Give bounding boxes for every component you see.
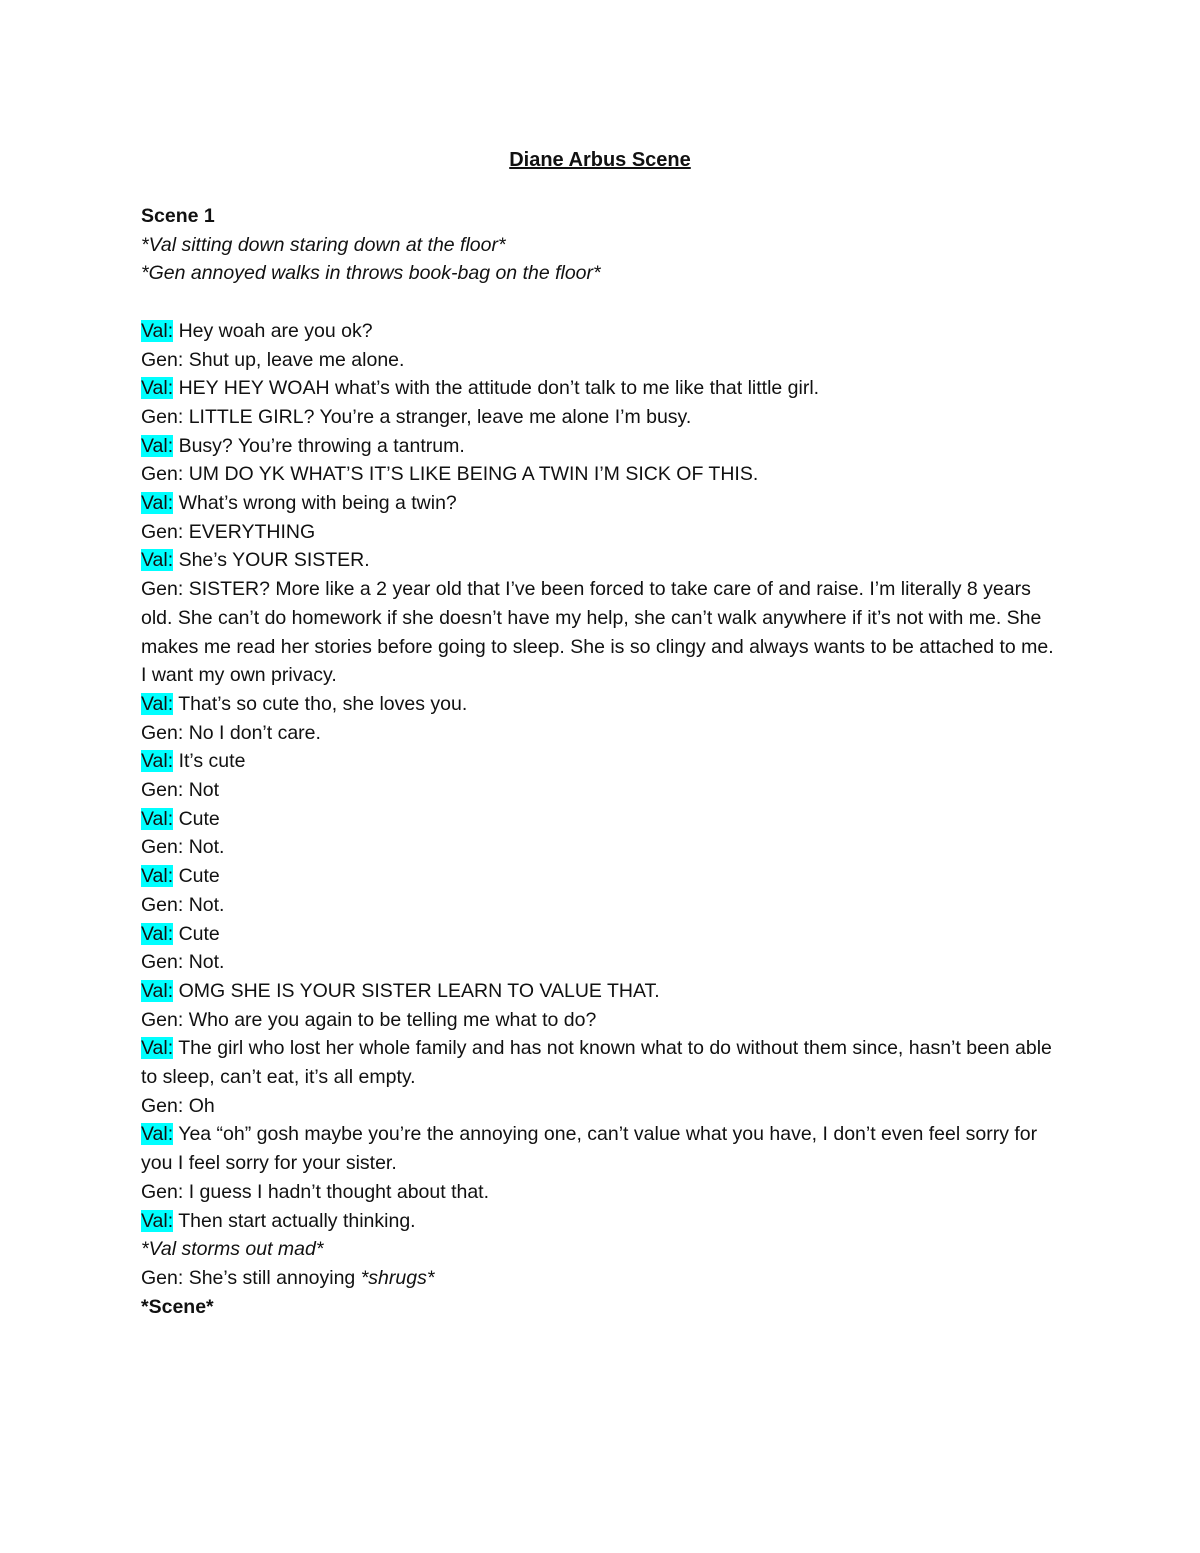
stage-direction: *Gen annoyed walks in throws book-bag on the floor*	[141, 262, 601, 285]
dialogue-text: She’s still annoying	[183, 1267, 361, 1289]
dialogue-line	[141, 805, 1061, 834]
speaker-label: Val:	[141, 807, 174, 830]
dialogue-line	[141, 776, 1061, 805]
scene-heading: Scene 1	[141, 205, 215, 227]
dialogue-line	[141, 747, 1061, 776]
dialogue-line	[141, 833, 1061, 862]
dialogue-text: Who are you again to be telling me what to do?	[183, 1008, 597, 1031]
dialogue-list	[141, 317, 1061, 1236]
speaker-label: Gen:	[141, 1008, 184, 1031]
speaker-label: Val:	[141, 1123, 174, 1146]
speaker-label: Gen:	[141, 836, 184, 859]
dialogue-text: I guess I hadn’t thought about that.	[183, 1180, 490, 1203]
dialogue-text: HEY HEY WOAH what’s with the attitude don’t talk to me like that little girl.	[173, 377, 820, 400]
speaker-label: Val:	[141, 434, 174, 457]
dialogue-text: Not.	[183, 893, 225, 916]
dialogue-line	[141, 460, 1061, 489]
speaker-label: Val:	[141, 979, 174, 1002]
speaker-label: Gen:	[141, 1267, 184, 1289]
speaker-label: Val:	[141, 1037, 174, 1060]
dialogue-line	[141, 317, 1061, 346]
dialogue-text: EVERYTHING	[183, 520, 316, 543]
dialogue-line	[141, 432, 1061, 461]
scene-end-marker: *Scene*	[141, 1295, 214, 1318]
dialogue-line	[141, 1178, 1061, 1207]
dialogue-line	[141, 403, 1061, 432]
dialogue-text: Yea “oh” gosh maybe you’re the annoying one, can’t value what you have, I don’t even feel sorry for you I feel sorry for your sister.	[141, 1123, 1038, 1175]
speaker-label: Gen:	[141, 405, 184, 428]
dialogue-line	[141, 719, 1061, 748]
speaker-label: Gen:	[141, 779, 184, 802]
dialogue-text: No I don’t care.	[183, 721, 321, 744]
speaker-label: Val:	[141, 1209, 174, 1232]
speaker-label: Val:	[141, 692, 174, 715]
speaker-label: Val:	[141, 377, 174, 400]
dialogue-line	[141, 489, 1061, 518]
dialogue-text: LITTLE GIRL? You’re a stranger, leave me alone I’m busy.	[183, 405, 692, 428]
dialogue-text: What’s wrong with being a twin?	[173, 492, 457, 515]
dialogue-line	[141, 1264, 1061, 1293]
dialogue-text: That’s so cute tho, she loves you.	[173, 692, 468, 715]
dialogue-line	[141, 1034, 1061, 1091]
dialogue-line	[141, 575, 1061, 690]
dialogue-line	[141, 690, 1061, 719]
stage-aside: *shrugs*	[360, 1267, 435, 1289]
speaker-label: Val:	[141, 865, 174, 888]
dialogue-text: Not	[183, 779, 220, 802]
dialogue-line	[141, 1120, 1061, 1177]
speaker-label: Gen:	[141, 893, 184, 916]
speaker-label: Gen:	[141, 951, 184, 974]
speaker-label: Val:	[141, 319, 174, 342]
dialogue-line	[141, 862, 1061, 891]
speaker-label: Gen:	[141, 463, 184, 486]
stage-direction: *Val sitting down staring down at the floor*	[141, 233, 506, 256]
blank-line	[141, 288, 1061, 317]
dialogue-text: Hey woah are you ok?	[173, 319, 373, 342]
dialogue-text: She’s YOUR SISTER.	[173, 549, 370, 572]
speaker-label: Val:	[141, 549, 174, 572]
stage-direction-exit: *Val storms out mad*	[141, 1238, 324, 1261]
dialogue-text: The girl who lost her whole family and has not known what to do without them since, hasn’t been able to sleep, can’t eat, it’s all empty.	[141, 1037, 1052, 1089]
dialogue-text: Not.	[183, 951, 225, 974]
dialogue-text: UM DO YK WHAT’S IT’S LIKE BEING A TWIN I’M SICK OF THIS.	[183, 463, 759, 486]
speaker-label: Gen:	[141, 721, 184, 744]
dialogue-text: Then start actually thinking.	[173, 1209, 416, 1232]
dialogue-text: It’s cute	[173, 750, 246, 773]
dialogue-text: Busy? You’re throwing a tantrum.	[173, 434, 465, 457]
dialogue-text: Shut up, leave me alone.	[183, 348, 405, 371]
dialogue-line	[141, 1207, 1061, 1236]
dialogue-text: Cute	[173, 865, 220, 888]
speaker-label: Gen:	[141, 348, 184, 371]
dialogue-line	[141, 346, 1061, 375]
dialogue-text: SISTER? More like a 2 year old that I’ve been forced to take care of and raise. I’m literally 8 years old. She can’t do homework if she doesn’t have my help, she can’t walk anywhere if it’s not with me. She makes me read her stories before going to sleep. She is so clingy and always wants to be attached to me. I want my own privacy.	[141, 578, 1054, 687]
script-body	[141, 202, 1061, 1321]
dialogue-text: Cute	[173, 807, 220, 830]
speaker-label: Gen:	[141, 578, 184, 601]
dialogue-text: OMG SHE IS YOUR SISTER LEARN TO VALUE THAT.	[173, 979, 660, 1002]
dialogue-line	[141, 920, 1061, 949]
dialogue-line	[141, 374, 1061, 403]
speaker-label: Val:	[141, 492, 174, 515]
document-title: Diane Arbus Scene	[509, 149, 691, 171]
dialogue-line	[141, 948, 1061, 977]
dialogue-line	[141, 1006, 1061, 1035]
dialogue-line	[141, 891, 1061, 920]
speaker-label: Val:	[141, 750, 174, 773]
dialogue-line	[141, 977, 1061, 1006]
speaker-label: Gen:	[141, 1094, 184, 1117]
dialogue-line	[141, 1092, 1061, 1121]
dialogue-line	[141, 546, 1061, 575]
speaker-label: Gen:	[141, 520, 184, 543]
dialogue-line	[141, 518, 1061, 547]
speaker-label: Gen:	[141, 1180, 184, 1203]
speaker-label: Val:	[141, 922, 174, 945]
dialogue-text: Cute	[173, 922, 220, 945]
dialogue-text: Not.	[183, 836, 225, 859]
dialogue-text: Oh	[183, 1094, 215, 1117]
